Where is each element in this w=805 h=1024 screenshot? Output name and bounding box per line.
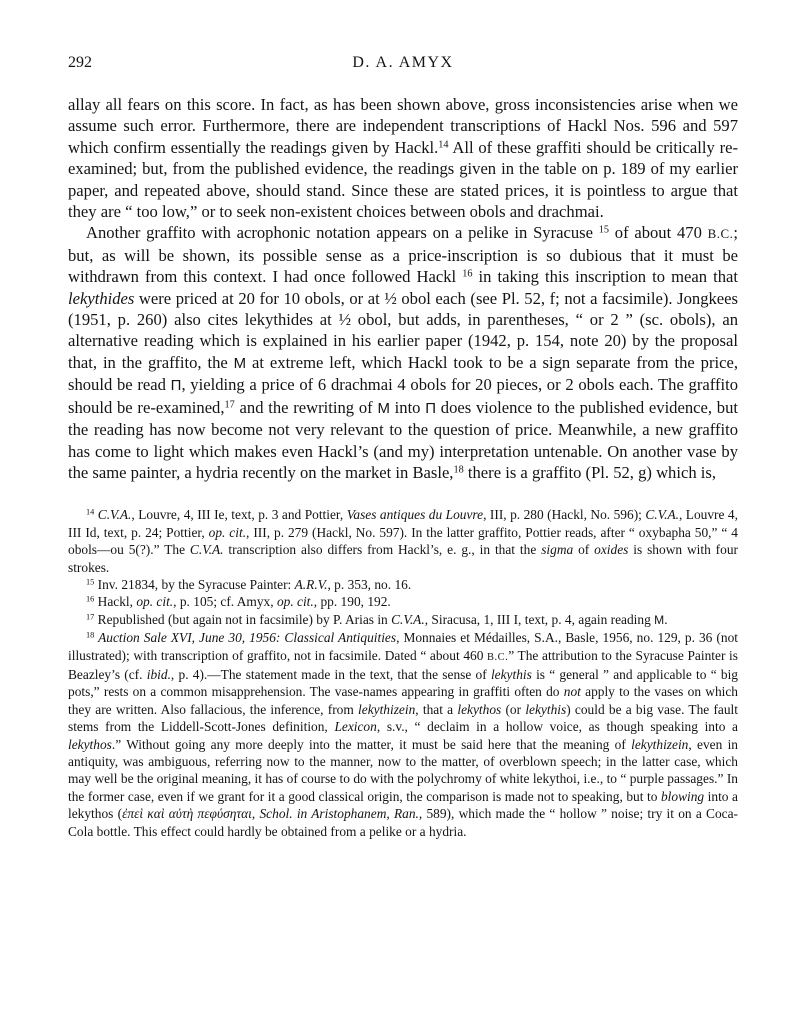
- text-run: Schol. in Aristophanem, Ran.: [259, 806, 419, 822]
- text-run: op. cit.: [136, 594, 174, 610]
- text-run: , p. 4).—The statement made in the text, that the sense of: [170, 666, 491, 682]
- text-run: All of these graffiti should be critically re-examined; but, from the published evidence, the readings given in the table on p. 189 of my earlier paper, and repeated above, should stand. Since these are stated prices, it is pointless to argue that they are “ too low,” or to seek non-existent choices between obols and drachmai.: [68, 137, 738, 222]
- footnote-14: [68, 506, 738, 576]
- text-run: , III, p. 280 (Hackl, No. 596);: [483, 507, 646, 523]
- text-run: , p. 105; cf. Amyx,: [173, 594, 277, 610]
- body-paragraph: [68, 94, 738, 222]
- text-run: Π: [170, 377, 182, 395]
- text-run: .” Without going any more deeply into the matter, it must be said here that the meaning of: [111, 736, 632, 752]
- text-run: lekythos: [457, 701, 502, 717]
- text-run: M: [233, 354, 247, 372]
- footnote-ref: 17: [224, 399, 235, 411]
- footnote-16: [68, 593, 738, 610]
- text-run: C.V.A.: [645, 507, 679, 523]
- text-run: of about 470: [609, 223, 708, 243]
- text-run: A.R.V.: [294, 576, 328, 592]
- footnote-ref: 16: [462, 268, 473, 280]
- text-run: not: [563, 684, 581, 700]
- text-run: M: [654, 612, 665, 627]
- text-run: Inv. 21834, by the Syracuse Painter:: [94, 576, 295, 592]
- body-text: [68, 94, 738, 483]
- text-run: , p. 353, no. 16.: [327, 576, 412, 592]
- text-run: ; but, as will be shown, its possible sense as a price-inscription is so dubious that it must be withdrawn from this context. I had once followed Hackl: [68, 223, 738, 287]
- text-run: lekythizein: [631, 736, 689, 752]
- running-head: D. A. AMYX: [352, 54, 454, 71]
- text-run: oxides: [594, 542, 629, 558]
- text-run: in taking this inscription to mean that: [472, 267, 738, 287]
- text-run: apply to the vases on which they are written. Also fallacious, the inference, from: [68, 684, 739, 717]
- footnote-ref: 16: [86, 594, 95, 604]
- text-run: , Louvre 4, III Id, text, p. 24; Pottier,: [68, 507, 738, 540]
- text-run: Another graffito with acrophonic notation appears on a pelike in Syracuse: [86, 223, 599, 243]
- text-run: lekythizein: [358, 701, 416, 717]
- text-run: , even in antiquity, was ambiguous, referring now to the manner, now to the matter, of overblown speech; in the latter case, which may well be the original meaning, it has of course to do with the polychromy of white lekythoi, i.e., to “ purple passages.” In the former case, even if we grant for it a good classical origin, the comparison is made not to speaking, but to: [68, 736, 738, 804]
- footnote-17: [68, 611, 738, 629]
- text-run: allay all fears on this score. In fact, as has been shown above, gross inconsistencies arise when we assume such error. Furthermore, there are independent transcriptions of Hackl Nos. 596 and 597 which confirm essentially the readings given by Hackl.: [68, 95, 738, 157]
- page-header: [68, 54, 738, 80]
- text-run: M: [377, 399, 390, 417]
- text-run: lekythis: [525, 701, 567, 717]
- text-run: Vases antiques du Louvre: [346, 507, 484, 523]
- page: [68, 54, 738, 840]
- text-run: ibid.: [146, 666, 171, 682]
- text-run: Hackl,: [94, 594, 137, 610]
- text-run: .: [664, 611, 668, 627]
- text-run: Auction Sale XVI, June 30, 1956: Classical Antiquities: [94, 630, 397, 646]
- text-run: Lexicon: [334, 719, 377, 735]
- footnote-15: [68, 576, 738, 593]
- text-run: C.V.A.: [391, 611, 425, 627]
- text-run: , Siracusa, 1, III I, text, p. 4, again reading: [424, 611, 655, 627]
- text-run: B.C.: [487, 651, 509, 663]
- text-run: lekythos: [68, 736, 112, 752]
- text-run: , yielding a price of 6 drachmai 4 obols for 20 pieces, or 2 obols each. The graffito should be re-examined,: [68, 375, 738, 417]
- text-run: ) could be a big vase. The fault stems from the Liddell-Scott-Jones definition,: [68, 701, 738, 735]
- text-run: were priced at 20 for 10 obols, or at ½ obol each (see Pl. 52, f; not a facsimile). Jongkees (1951, p. 260) also cites lekythides at ½ obol, but adds, in parentheses, “ or 2 ” (sc. obols), an alternative reading which is explained in his earlier paper (1942, p. 154, note 20) by the proposal that, in the graffito, the: [68, 288, 738, 372]
- text-run: , s.v., “ declaim in a hollow voice, as though speaking into a: [376, 719, 738, 735]
- footnote-ref: 14: [438, 139, 449, 151]
- footnote-ref: 15: [86, 577, 95, 587]
- text-run: , III, p. 279 (Hackl, No. 597). In the latter graffito, Pottier reads, after “ oxybapha 50,” “ 4 obols—ou 5(?).” The: [68, 524, 738, 558]
- footnote-18: [68, 629, 738, 840]
- text-run: , that a: [415, 701, 458, 717]
- footnote-ref: 14: [86, 507, 95, 517]
- text-run: op. cit.: [208, 524, 247, 540]
- text-run: into: [389, 397, 426, 417]
- page-number: 292: [68, 54, 92, 71]
- text-run: of: [573, 542, 595, 558]
- text-run: Π: [425, 399, 437, 417]
- text-run: and the rewriting of: [234, 397, 378, 417]
- text-run: , Louvre, 4, III Ie, text, p. 3 and Pottier,: [131, 507, 347, 523]
- text-run: at extreme left, which Hackl took to be a sign separate from the price, should be read: [68, 352, 738, 395]
- text-run: op. cit.: [276, 594, 314, 610]
- text-run: Republished (but again not in facsimile) by P. Arias in: [94, 611, 392, 627]
- text-run: ἐπεὶ καὶ αὐτὴ πεφύσηται: [122, 806, 252, 822]
- text-run: blowing: [660, 788, 705, 804]
- text-run: , Monnaies et Médailles, S.A., Basle, 1956, no. 129, p. 36 (not illustrated); with transcription of graffito, not in facsimile. Dated “ about 460: [68, 630, 738, 663]
- footnotes: [68, 506, 738, 840]
- text-run: ,: [251, 806, 260, 822]
- text-run: (or: [501, 701, 526, 717]
- footnote-ref: 17: [86, 612, 95, 622]
- text-run: C.V.A.: [94, 507, 132, 523]
- text-run: sigma: [541, 542, 574, 558]
- text-run: lekythides: [68, 288, 135, 308]
- footnote-ref: 18: [86, 630, 95, 640]
- text-run: into a lekythos (: [68, 788, 738, 822]
- text-run: , pp. 190, 192.: [313, 594, 391, 610]
- text-run: ” The attribution to the Syracuse Painter is Beazley’s (cf.: [68, 647, 738, 682]
- text-run: , 589), which made the “ hollow ” noise; try it on a Coca-Cola bottle. This effect could hardly be obtained from a pelike or a hydria.: [68, 806, 738, 839]
- text-run: is “ general ” and applicable to “ big pots,” rests on a common misapprehension. The vase-names appearing in graffiti often do: [68, 666, 738, 700]
- text-run: lekythis: [490, 666, 532, 682]
- footnote-ref: 18: [453, 464, 464, 476]
- text-run: B.C.: [707, 226, 734, 242]
- text-run: there is a graffito (Pl. 52, g) which is,: [463, 462, 716, 482]
- text-run: is shown with four strokes.: [68, 542, 738, 575]
- text-run: C.V.A.: [189, 542, 224, 558]
- footnote-ref: 15: [598, 224, 610, 236]
- text-run: transcription also differs from Hackl’s, e. g., in that the: [223, 542, 542, 558]
- text-run: does violence to the published evidence, but the reading has now become not very relevant to the question of price. Meanwhile, a new graffito has come to light which makes even Hackl’s (and my) interpretation untenable. On another vase by the same painter, a hydria recently on the market in Basle,: [68, 397, 738, 482]
- body-paragraph: [68, 222, 738, 483]
